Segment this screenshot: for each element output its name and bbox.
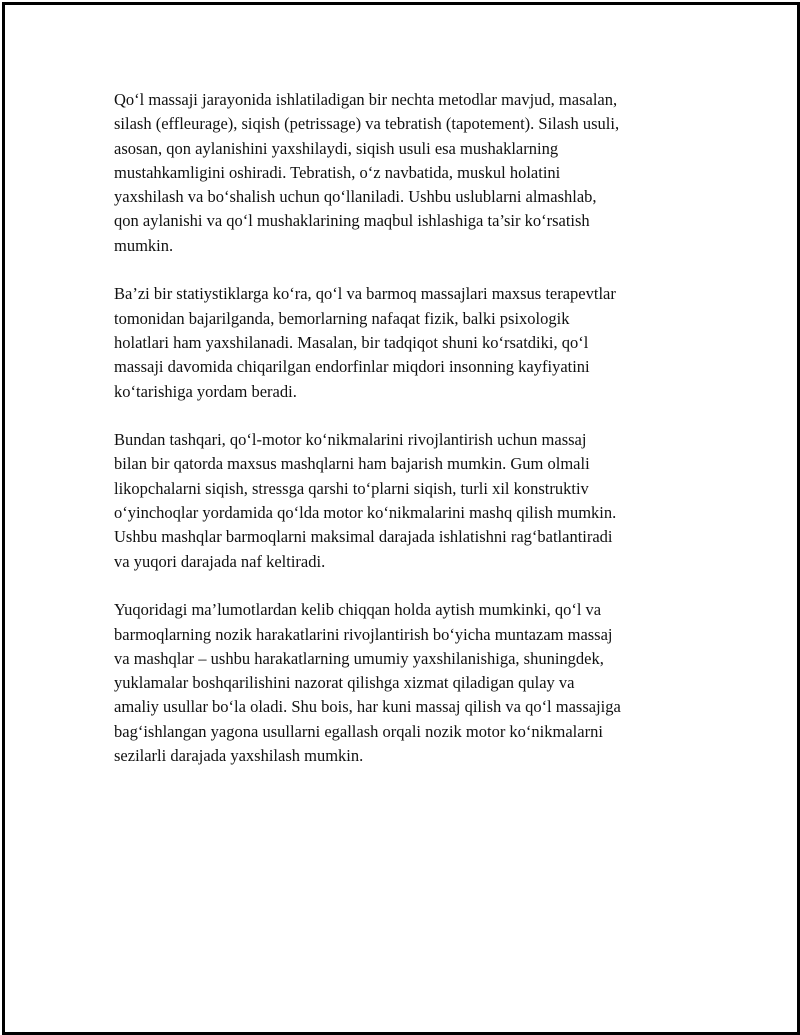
paragraph-line: barmoqlarning nozik harakatlarini rivojlantirish bo‘yicha muntazam massaj xyxy=(114,624,613,644)
paragraph-line: qon aylanishi va qo‘l mushaklarining maqbul ishlashiga ta’sir ko‘rsatish xyxy=(114,211,590,231)
paragraph-line: Ba’zi bir statiystiklarga ko‘ra, qo‘l va barmoq massajlari maxsus terapevtlar xyxy=(114,284,616,304)
paragraph-line: Ushbu mashqlar barmoqlarni maksimal darajada ishlatishni rag‘batlantiradi xyxy=(114,527,613,547)
paragraph-line: mumkin. xyxy=(114,235,174,255)
paragraph-line: sezilarli darajada yaxshilash mumkin. xyxy=(114,746,364,766)
paragraph-line: asosan, qon aylanishini yaxshilaydi, siqish usuli esa mushaklarning xyxy=(114,138,559,158)
paragraph-line: massaji davomida chiqarilgan endorfinlar miqdori insonning kayfiyatini xyxy=(114,357,590,377)
paragraph-line: bag‘ishlangan yagona usullarni egallash orqali nozik motor ko‘nikmalarni xyxy=(114,721,603,741)
paragraph-line: ko‘tarishiga yordam beradi. xyxy=(114,381,297,401)
paragraph-line: amaliy usullar bo‘la oladi. Shu bois, har kuni massaj qilish va qo‘l massajiga xyxy=(114,697,621,717)
paragraph-4 xyxy=(114,598,694,768)
paragraph-line: bilan bir qatorda maxsus mashqlarni ham bajarish mumkin. Gum olmali xyxy=(114,454,590,474)
paragraph-line: va mashqlar – ushbu harakatlarning umumiy yaxshilanishiga, shuningdek, xyxy=(114,648,604,668)
paragraph-line: o‘yinchoqlar yordamida qo‘lda motor ko‘nikmalarini mashq qilish mumkin. xyxy=(114,503,617,523)
paragraph-line: mustahkamligini oshiradi. Tebratish, o‘z navbatida, muskul holatini xyxy=(114,162,561,182)
paragraph-line: Yuqoridagi ma’lumotlardan kelib chiqqan holda aytish mumkinki, qo‘l va xyxy=(114,600,602,620)
document-body xyxy=(114,88,694,793)
paragraph-line: holatlari ham yaxshilanadi. Masalan, bir tadqiqot shuni ko‘rsatdiki, qo‘l xyxy=(114,332,589,352)
paragraph-2 xyxy=(114,282,694,403)
paragraph-line: likopchalarni siqish, stressga qarshi to‘plarni siqish, turli xil konstruktiv xyxy=(114,478,589,498)
paragraph-line: yaxshilash va bo‘shalish uchun qo‘llaniladi. Ushbu uslublarni almashlab, xyxy=(114,187,597,207)
paragraph-line: silash (effleurage), siqish (petrissage) va tebratish (tapotement). Silash usuli, xyxy=(114,114,620,134)
paragraph-line: yuklamalar boshqarilishini nazorat qilishga xizmat qiladigan qulay va xyxy=(114,673,575,693)
paragraph-3 xyxy=(114,428,694,574)
paragraph-line: tomonidan bajarilganda, bemorlarning nafaqat fizik, balki psixologik xyxy=(114,308,570,328)
paragraph-1 xyxy=(114,88,694,258)
paragraph-line: Qo‘l massaji jarayonida ishlatiladigan bir nechta metodlar mavjud, masalan, xyxy=(114,90,618,109)
paragraph-line: Bundan tashqari, qo‘l-motor ko‘nikmalarini rivojlantirish uchun massaj xyxy=(114,430,587,450)
paragraph-line: va yuqori darajada naf keltiradi. xyxy=(114,551,326,571)
